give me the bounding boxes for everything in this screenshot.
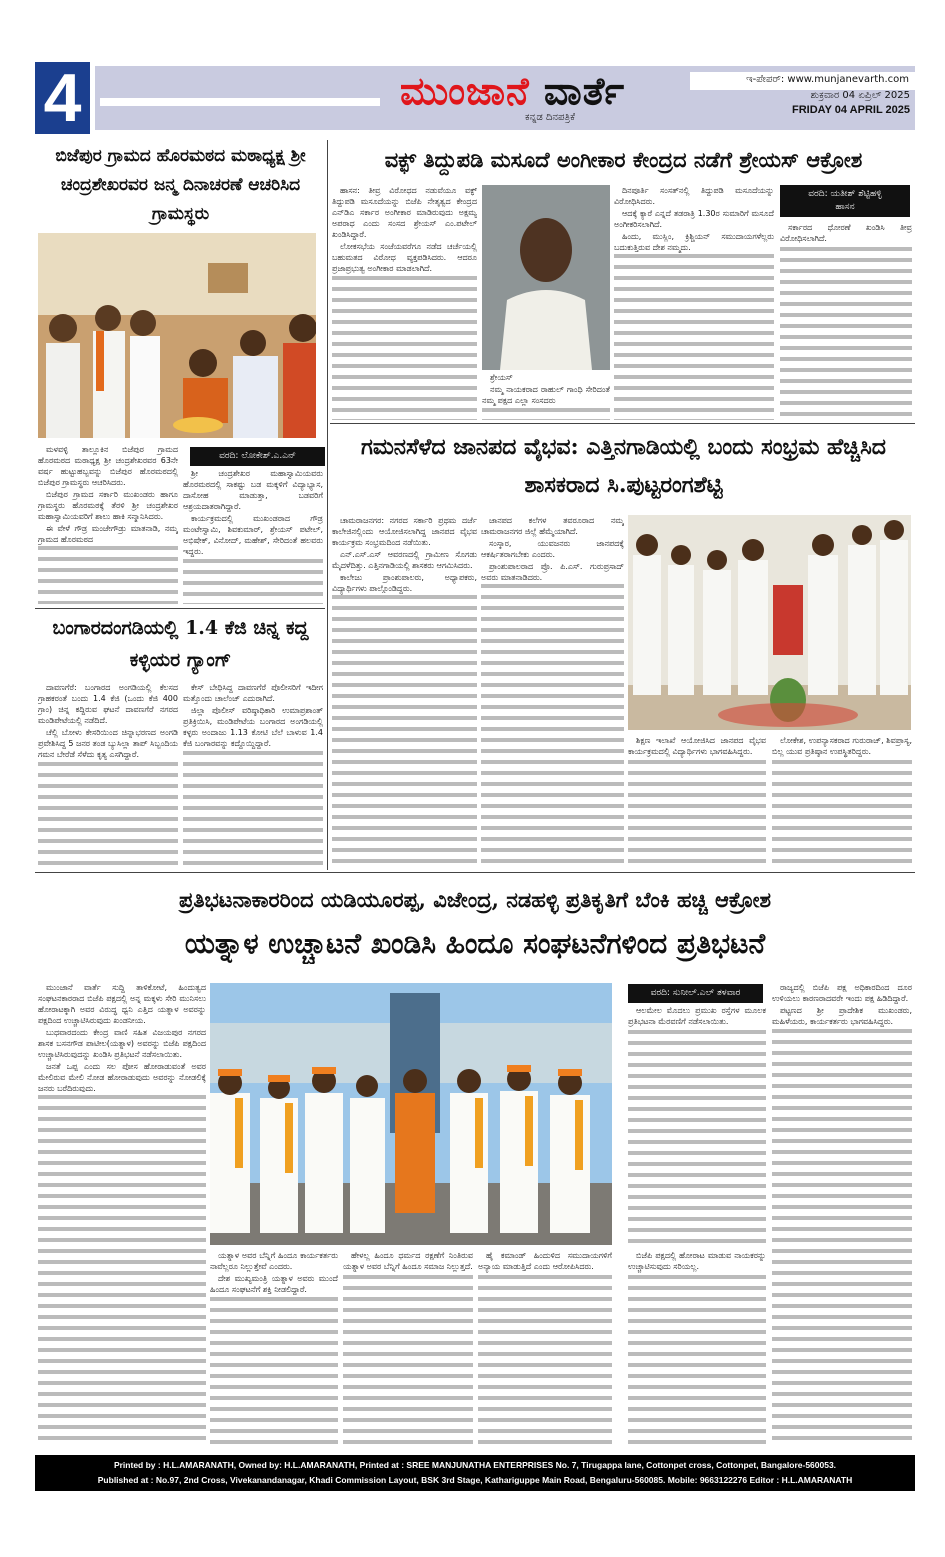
imprint-line-1: Printed by : H.L.AMARANATH, Owned by: H.L.AMARANATH, Printed at : SREE MANJUNATHA ENTERPRISES No. 7, Tirugappa lane, Cottonpet cross, Cottonpet, Bangalore-560053.: [113, 1460, 837, 1470]
paragraph: ರಾಜ್ಯದಲ್ಲಿ ಬಿಜೆಪಿ ಪಕ್ಷ ಅಧಿಕಾರದಿಂದ ದೂರ ಉಳಿಯಲು ಕಾರಣರಾದವರೇ ಇಂದು ಪಕ್ಷ ಹಿಡಿದಿದ್ದಾರೆ.: [772, 983, 912, 1003]
story5-headline-line2: ಯತ್ನಾಳ ಉಚ್ಚಾಟನೆ ಖಂಡಿಸಿ ಹಿಂದೂ ಸಂಘಟನೆಗಳಿಂದ ಪ್ರತಿಭಟನೆ: [184, 927, 766, 960]
paragraph: ಜನತೆ ಒಪ್ಪ ಎಂದು ಸಲ ಪೋಸ ಹೋರಾಡುವಂತೆ ಅವರ ಮೇಲಿರುವ ಮೇಲಿ ನೋಡ ಹೋರಾಡುವುದು ಅವರನ್ನು ನೋಡಲಿಕ್ಕೆ ಜನರು ಬರೆದಿರುವುದು.: [38, 1062, 206, 1093]
header-stripe: [100, 98, 380, 106]
story5-body-col5: [772, 982, 912, 1447]
masthead-red: ಮುಂಜಾನೆ: [400, 68, 530, 113]
paragraph: ಲೋಕೇಶ, ಉಪನ್ಯಾಸಕರಾದ ಗುರುರಾಜ್, ಶಿವಪ್ರಾಸ್ಯ, ಬಿಲ್ಲ ಯುವ ಪ್ರತಿಷ್ಠಾನ ಉಪಸ್ಥಿತರಿದ್ದರು.: [772, 736, 912, 756]
date-english: FRIDAY 04 APRIL 2025: [791, 104, 910, 116]
story1-body-col2: [183, 468, 323, 604]
masthead-black: ವಾರ್ತೆ: [543, 68, 626, 113]
divider: [35, 608, 325, 609]
imprint-footer: [35, 1455, 915, 1491]
story5-byline: ವರದಿ: ಸುನೀಲ್.ಎಲ್ ತಳವಾರ: [628, 984, 763, 1003]
paragraph: ಹೈ ಕಮಾಂಡ್ ಹಿಂದುಳಿದ ಸಮುದಾಯಗಳಿಗೆ ಅನ್ಯಾಯ ಮಾಡುತ್ತಿದೆ ಎಂದು ಆರೋಪಿಸಿದರು.: [478, 1251, 612, 1271]
imprint-line-2: Published at : No.97, 2nd Cross, Vivekanandanagar, Khadi Commission Layout, BSK 3rd Stage, Kathariguppe Main Road, Bengaluru-560085. Mobile: 9663122276 Editor : H.L.AMARANATH: [97, 1475, 853, 1485]
story4-headline: ಗಮನಸೆಳೆದ ಜಾನಪದ ವೈಭವ: ಎತ್ತಿನಗಾಡಿಯಲ್ಲಿ ಬಂದು ಸಂಭ್ರಮ ಹೆಚ್ಚಿಸಿದ ಶಾಸಕರಾದ ಸಿ.ಪುಟ್ಟರಂಗಶೆಟ್ಟಿ: [360, 434, 887, 498]
story4-body-col1: [332, 515, 477, 867]
portrait-illustration: [482, 185, 610, 370]
paragraph: ಈ ವೇಳೆ ಗೌಡ್ರ ಮಂಜೇಗೌಡ್ರು ಮಾತನಾಡಿ, ನಮ್ಮ ಗ್ರಾಮದ ಹೊರಮಠದ: [38, 524, 178, 544]
story1-body-col1: [38, 444, 178, 604]
story2-headline: ಬಂಗಾರದಂಗಡಿಯಲ್ಲಿ 1.4 ಕೆಜಿ ಚಿನ್ನ ಕದ್ದ ಕಳ್ಳಿಯರ ಗ್ಯಾಂಗ್: [52, 617, 309, 671]
paragraph: ಲೋಕಸಭೆಯ ಸಂಜೆಯವರೆಗೂ ನಡೆದ ಚರ್ಚೆಯಲ್ಲಿ ಬಹುಮತದ ವಿರೋಧ ವ್ಯಕ್ತಪಡಿಸಿದರು. ಆದರೂ ಪ್ರಜಾಪ್ರಭುತ್ವ ಅಂಗೀಕಾರ ಮಾಡಲಾಗಿದೆ.: [332, 242, 477, 273]
story2-body-col2: [183, 682, 323, 867]
paragraph: ದಿನಪೂರ್ತಿ ಸಂಸತ್‌ನಲ್ಲಿ ತಿದ್ದುಪಡಿ ಮಸೂದೆಯನ್ನು ವಿರೋಧಿಸಿದರು.: [614, 186, 774, 206]
paragraph: ಚೆಲ್ಲಿ ಬೋಳು ಕೇಸರಿಯಿಂದ ಚಿನ್ನಾಭರಣದ ಅಂಗಡಿ ಪ್ರವೇಶಿಸಿದ್ದ 5 ಜನರ ತಂಡ ಬ್ಯುಸಿಲ್ಲಾ ತಾಪ್ ಸಿಬ್ಬಂದಿಯ ಗಮನ ಬೇರೆಡೆ ಸೆಳೆದು ಕೃತ್ಯ ಎಸಗಿದ್ದಾರೆ.: [38, 728, 178, 759]
story2-body-col1: [38, 682, 178, 867]
story4-body-col2: [481, 515, 624, 867]
story5-headline-line1: ಪ್ರತಿಭಟನಾಕಾರರಿಂದ ಯಡಿಯೂರಪ್ಪ, ವಿಜೇಂದ್ರ, ನಡಹಳ್ಳಿ ಪ್ರತಿಕೃತಿಗೆ ಬೆಂಕಿ ಹಚ್ಚಿ ಆಕ್ರೋಶ: [178, 887, 772, 912]
paragraph: ಬಿಜೆಪುರ ಗ್ರಾಮದ ಸರ್ಕಾರಿ ಮುಖಂಡರು ಹಾಗೂ ಗ್ರಾಮಸ್ಥರು ಹೊರಮಠಕ್ಕೆ ತೆರಳಿ ಶ್ರೀ ಚಂದ್ರಶೇಖರ ಮಹಾಸ್ವಾಮಿಯವರಿಗೆ ಶಾಲು ಹಾಕಿ ಸನ್ಮಾನಿಸಿದರು.: [38, 490, 178, 521]
paragraph: ಜಾನಪದ ಕಲೆಗಳ ತವರೂರಾದ ನಮ್ಮ ಚಾಮರಾಜನಗರ ಜಿಲ್ಲೆ ಹೆಮ್ಮೆಯಾಗಿದೆ.: [481, 516, 624, 536]
paragraph: ಚಾಮರಾಜನಗರ: ನಗರದ ಸರ್ಕಾರಿ ಪ್ರಥಮ ದರ್ಜೆ ಕಾಲೇಜಿನಲ್ಲಿಂದು ಆಯೋಜಿಸಲಾಗಿದ್ದ ಜಾನಪದ ವೈಭವ ಕಾರ್ಯಕ್ರಮ ಸಂಭ್ರಮದಿಂದ ನಡೆಯಿತು.: [332, 516, 477, 547]
story3-body-col3: [614, 185, 774, 420]
paragraph: ಬುಧವಾರದಂದು ಕೇಂದ್ರ ವಾಣಿ ಸಹಿತ ವಿಜಯಪುರ ನಗರದ ಶಾಸಕ ಬಸನಗೌಡ ಪಾಟೀಲ(ಯತ್ನಾಳ) ಅವರನ್ನು ಬಿಜೆಪಿ ಪಕ್ಷದಿಂದ ಉಚ್ಚಾಟಿಸಿರುವುದನ್ನು ಖಂಡಿಸಿ ಪ್ರತಿಭಟನೆ ನಡೆಸಲಾಯಿತು.: [38, 1028, 206, 1059]
story4-photo: [628, 515, 911, 730]
paragraph: ಸಂಸ್ಕಾರ, ಯುವಜನರು ಜಾನಪದಕ್ಕೆ ಆಕರ್ಷಿತರಾಗಬೇಕು ಎಂದರು.: [481, 539, 624, 559]
paragraph: ಕೇಸ್ ಬೇಧಿಸಿದ್ದ ದಾವಣಗೆರೆ ಪೊಲೀಸರಿಗೆ ಇದೀಗ ಮತ್ತೊಂದು ಚಾಲೆಂಜ್ ಎದುರಾಗಿದೆ.: [183, 683, 323, 703]
paragraph: ದಾವಣಗೆರೆ: ಬಂಗಾರದ ಅಂಗಡಿಯಲ್ಲಿ ಕೆಲಸದ ಗ್ರಾಹಕರಂತೆ ಬಂದು 1.4 ಕೆಜಿ (ಒಂದು ಕೆಜಿ 400 ಗ್ರಾಂ) ಚಿನ್ನ ಕದ್ದಿರುವ ಘಟನೆ ದಾವಣಗೆರೆ ನಗರದ ಮಂಡಿಪೇಟೆಯಲ್ಲಿ ನಡೆದಿದೆ.: [38, 683, 178, 725]
story5-body-col3: [343, 1250, 473, 1447]
story5-photo: [210, 983, 612, 1245]
divider: [35, 872, 915, 873]
story5-body-col4b: [628, 1250, 766, 1447]
story3-headline: ವಕ್ಫ್ ತಿದ್ದುಪಡಿ ಮಸೂದೆ ಅಂಗೀಕಾರ ಕೇಂದ್ರದ ನಡೆಗೆ ಶ್ರೇಯಸ್ ಆಕ್ರೋಶ: [384, 147, 863, 172]
story3-body-col4: [780, 222, 912, 420]
paragraph: ಜಿಲ್ಲಾ ಪೊಲೀಸ್ ವರಿಷ್ಠಾಧಿಕಾರಿ ಉಮಾಪ್ರಶಾಂತ್ ಪ್ರತಿಕ್ರಿಯಿಸಿ, ಮಂಡಿಪೇಟೆಯ ಬಂಗಾರದ ಅಂಗಡಿಯಲ್ಲಿ ಕಳ್ಳರು ಅಂದಾಜು 1.13 ಕೋಟಿ ಬೆಲೆ ಬಾಳುವ 1.4 ಕೆಜಿ ಬಂಗಾರವನ್ನು ಕದ್ದೊಯ್ದಿದ್ದಾರೆ.: [183, 706, 323, 748]
byline-place: ಹಾಸನ: [835, 202, 855, 212]
story5-body-col3b: [478, 1250, 612, 1447]
story1-byline: ವರದಿ: ಲೋಕೇಶ್.ಎ.ಎನ್: [190, 447, 325, 466]
story3-photo: [482, 185, 610, 370]
paragraph: ಆದಕ್ಕೆ ಕ್ಯಾರೆ ಎನ್ನದೆ ತಡರಾತ್ರಿ 1.30ರ ಸುಮಾರಿಗೆ ಮಸೂದೆ ಅಂಗೀಕರಿಸಲಾಗಿದೆ.: [614, 209, 774, 229]
story4-body-col3: [628, 735, 766, 867]
story5-body-col4a: [628, 1005, 766, 1245]
paragraph: ಹಿಂದು, ಮುಸ್ಲಿಂ, ಕ್ರಿಶ್ಚಿಯನ್ ಸಮುದಾಯಗಳೆಲ್ಲರು ಬದುಕುತ್ತಿರುವ ದೇಶ ನಮ್ಮದು.: [614, 232, 774, 252]
story3-byline: [780, 185, 910, 217]
story1-photo: [38, 233, 316, 438]
paragraph: ಹಾಸನ: ತೀವ್ರ ವಿರೋಧದ ನಡುವೆಯೂ ವಕ್ಫ್ ತಿದ್ದುಪಡಿ ಮಸೂದೆಯನ್ನು ಬಿಜೆಪಿ ನೇತೃತ್ವದ ಕೇಂದ್ರದ ಎನ್‌ಡಿಎ ಸರ್ಕಾರ ಅಂಗೀಕಾರ ಮಾಡಿರುವುದು ಅಕ್ಷಮ್ಯ ಅಪರಾಧ ಎಂದು ಸಂಸದ ಶ್ರೇಯಸ್ ಎಂ.ಪಟೇಲ್ ಖಂಡಿಸಿದ್ದಾರೆ.: [332, 186, 477, 239]
paragraph: ಹೇಳಲ್ಲ ಹಿಂದೂ ಧರ್ಮದ ರಕ್ಷಣೆಗೆ ನಿಂತಿರುವ ಯತ್ನಾಳ ಅವರ ಬೆನ್ನಿಗೆ ಹಿಂದೂ ಸಮಾಜ ನಿಲ್ಲುತ್ತದೆ.: [343, 1251, 473, 1271]
story5-body-col1: [38, 982, 206, 1447]
paragraph: ಬಿಜೆಪಿ ಪಕ್ಷದಲ್ಲಿ ಹೋರಾಟ ಮಾಡುವ ನಾಯಕರನ್ನು ಉಚ್ಚಾಟಿಸುವುದು ಸರಿಯಲ್ಲ.: [628, 1251, 766, 1271]
paragraph: ಮುಂಜಾನೆ ವಾರ್ತೆ ಸುದ್ದಿ ತಾಳಿಕೋಟೆ, ಹಿಂದುತ್ವದ ಸಂಘಟನಕಾರರಾದ ಬಿಜೆಪಿ ಪಕ್ಷದಲ್ಲಿ ಅನ್ನ ಮಕ್ಕಳು ಸೇರಿ ಮುನಿಸಲು ಹೋರಾಟಕ್ಕಾಗಿ ಅವರ ವಿರುದ್ಧ ಧ್ವನಿ ಎತ್ತಿದ ಯತ್ನಾಳ ಅವರನ್ನು ಪಕ್ಷದಿಂದ ಉಚ್ಚಾಟಿಸಿರುವುದು ಖಂಡನೀಯ.: [38, 983, 206, 1025]
page-number: 4: [35, 62, 90, 134]
paragraph: ಸರ್ಕಾರದ ಧೋರಣೆ ಖಂಡಿಸಿ ತೀವ್ರ ವಿರೋಧಿಸಲಾಗಿದೆ.: [780, 223, 912, 243]
website[interactable]: ಇ-ಪೇಪರ್: www.munjanevarth.com: [690, 72, 915, 90]
story3-caption-text: [482, 372, 610, 420]
date-kannada: ಶುಕ್ರವಾರ 04 ಏಪ್ರಿಲ್ 2025: [810, 90, 910, 101]
paragraph: ಪಟ್ಟಣದ ಶ್ರೀ ಪ್ರಾದೇಶಿಕ ಮುಖಂಡರು, ಮಹಿಳೆಯರು, ಕಾರ್ಯಕರ್ತರು ಭಾಗವಹಿಸಿದ್ದರು.: [772, 1006, 912, 1026]
story3-body-col1: [332, 185, 477, 420]
paragraph: ಮಳವಳ್ಳಿ ತಾಲ್ಲೂಕಿನ ಬಿಜೆಪುರ ಗ್ರಾಮದ ಹೊರಮಠದ ಮಠಾಧ್ಯಕ್ಷ ಶ್ರೀ ಚಂದ್ರಶೇಖರವರ 63ನೇ ವರ್ಷ ಹುಟ್ಟುಹಬ್ಬವನ್ನು ಬಿಜೆಪುರ ಹೊರಮಠದಲ್ಲಿ ಬಿಜೆಪುರ ಗ್ರಾಮಸ್ಥರು ಆಚರಿಸಿದರು.: [38, 445, 178, 487]
paragraph: ಕಾರ್ಯಕ್ರಮದಲ್ಲಿ ಮುಖಂಡರಾದ ಗೌಡ್ರ ಮಂಟೇಸ್ವಾಮಿ, ಶಿವಕುಮಾರ್, ಶ್ರೇಯಸ್ ಪಟೇಲ್, ಅಭಿಷೇಕ್, ವಿನೋದ್, ಮಹೇಶ್, ಸೇರಿದಂತೆ ಹಲವರು ಇದ್ದರು.: [183, 514, 323, 556]
divider: [330, 423, 915, 424]
ceremony-photo-illustration: [38, 233, 316, 438]
paragraph: ಶ್ರೀ ಚಂದ್ರಶೇಖರ ಮಹಾಸ್ವಾಮಿಯವರು ಹೊರಮಠದಲ್ಲಿ ಸಾಕಷ್ಟು ಬಡ ಮಕ್ಕಳಿಗೆ ವಿದ್ಯಾಭ್ಯಾಸ, ದಾಸೋಹ ಮಾಡುತ್ತಾ, ಬಡವರಿಗೆ ಆಶ್ರಯದಾತರಾಗಿದ್ದಾರೆ.: [183, 469, 323, 511]
paragraph: ದೇಶ ಮುಖ್ಯಮಂತ್ರಿ ಯತ್ನಾಳ ಅವರು ಮುಂದೆ ಹಿಂದೂ ಸಂಘಟನೆಗೆ ಶಕ್ತಿ ನೀಡಲಿದ್ದಾರೆ.: [210, 1274, 338, 1294]
paragraph: ಪ್ರಾಂಶುಪಾಲರಾದ ಪ್ರೊ. ಪಿ.ಎಸ್. ಗುರುಪ್ರಸಾದ್ ಅವರು ಮಾತನಾಡಿದರು.: [481, 562, 624, 582]
paragraph: ಎನ್.ಎಸ್.ಎಸ್ ಆವರಣದಲ್ಲಿ ಗ್ರಾಮೀಣ ಸೊಗಡು ಮೈದಳೆದಿತ್ತು. ಎತ್ತಿನಗಾಡಿಯಲ್ಲಿ ಶಾಸಕರು ಆಗಮಿಸಿದರು.: [332, 550, 477, 570]
masthead-subtitle: ಕನ್ನಡ ದಿನಪತ್ರಿಕೆ: [525, 112, 576, 123]
folk-event-photo-illustration: [628, 515, 911, 730]
column-divider: [327, 140, 328, 870]
photo-caption: ಶ್ರೇಯಸ್: [482, 372, 610, 383]
paragraph: ಶಿಕ್ಷಣ ಇಲಾಖೆ ಆಯೋಜಿಸಿದ ಜಾನಪದ ವೈಭವ ಕಾರ್ಯಕ್ರಮದಲ್ಲಿ ವಿದ್ಯಾರ್ಥಿಗಳು ಭಾಗವಹಿಸಿದ್ದರು.: [628, 736, 766, 756]
story4-body-col4: [772, 735, 912, 867]
paragraph: ಆಲಮೇಲ ಮೊದಲು ಪ್ರಮುಖ ರಸ್ತೆಗಳ ಮೂಲಕ ಪ್ರತಿಭಟನಾ ಮೆರವಣಿಗೆ ನಡೆಸಲಾಯಿತು.: [628, 1006, 766, 1026]
masthead-logo: [400, 66, 625, 116]
paragraph: ಯತ್ನಾಳ ಅವರ ಬೆನ್ನಿಗೆ ಹಿಂದೂ ಕಾರ್ಯಕರ್ತರು ನಾವೆಲ್ಲರೂ ನಿಲ್ಲುತ್ತೇವೆ ಎಂದರು.: [210, 1251, 338, 1271]
byline-name: ವರದಿ: ಯತೀಶ್ ಶೆಟ್ಟಿಹಳ್ಳಿ: [808, 189, 882, 199]
story1-headline: ಬಿಜೆಪುರ ಗ್ರಾಮದ ಹೊರಮಠದ ಮಠಾಧ್ಯಕ್ಷ ಶ್ರೀ ಚಂದ್ರಶೇಖರವರ ಜನ್ಮ ದಿನಾಚರಣೆ ಆಚರಿಸಿದ ಗ್ರಾಮಸ್ಥರು: [55, 146, 306, 224]
protest-photo-illustration: [210, 983, 612, 1245]
story5-body-col2: [210, 1250, 338, 1447]
paragraph: ನಮ್ಮ ನಾಯಕರಾದ ರಾಹುಲ್ ಗಾಂಧಿ ಸೇರಿದಂತೆ ನಮ್ಮ ಪಕ್ಷದ ಎಲ್ಲಾ ಸಂಸದರು: [482, 385, 610, 405]
paragraph: ಕಾಲೇಜು ಪ್ರಾಂಶುಪಾಲರು, ಅಧ್ಯಾಪಕರು, ವಿದ್ಯಾರ್ಥಿಗಳು ಪಾಲ್ಗೊಂಡಿದ್ದರು.: [332, 573, 477, 593]
